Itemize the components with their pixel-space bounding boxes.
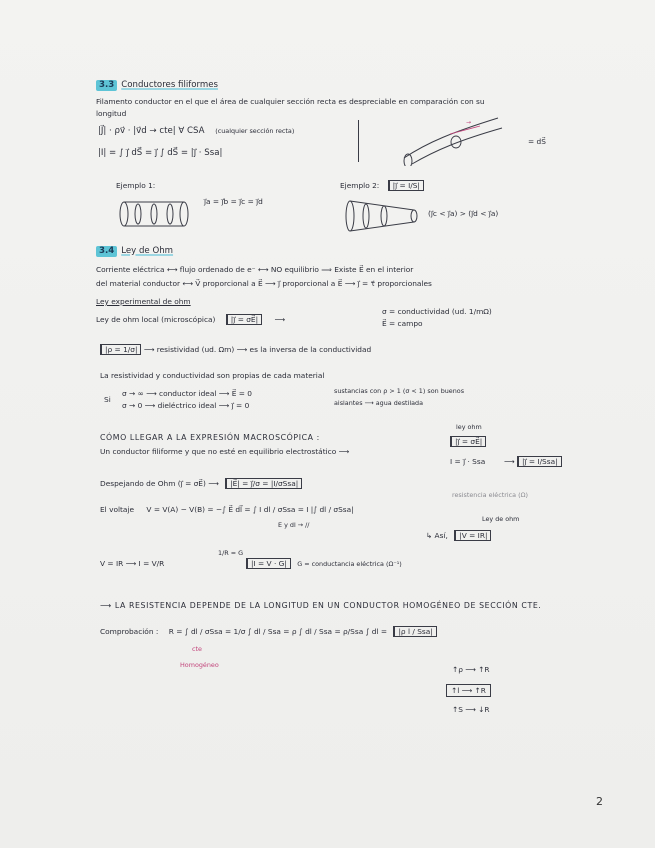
- section-number: 3.3: [96, 80, 117, 91]
- equation-current-density: |J⃗| · ρv⃗ · |v⃗d → cte| ∀ CSA (cualquier sección recta): [98, 126, 295, 136]
- filiform-line: Un conductor filiforme y que no esté en equilibrio electrostático ⟶: [100, 447, 350, 456]
- example-2-cone: [340, 198, 422, 234]
- ohm-line-2: del material conductor ⟷ V⃗ proporcional a E⃗ ⟶ j⃗ proporcional a E⃗ ⟶ j⃗ = τ⃗ proporcionales: [96, 279, 432, 288]
- verification-line: Comprobación : R = ∫ dl / σSsa = 1/σ ∫ dl / Ssa = ρ ∫ dl / Ssa = ρ/Ssa ∫ dl = |ρ l / Ssa|: [100, 626, 437, 637]
- field-def: E⃗ = campo: [382, 319, 423, 328]
- ideal-conductor: σ → ∞ ⟶ conductor ideal ⟶ E⃗ = 0: [122, 389, 252, 398]
- si-label: Si: [104, 395, 111, 404]
- resistivity-line: |ρ = 1/σ| ⟶ resistividad (ud. Ωm) ⟶ es la inversa de la conductividad: [100, 344, 371, 355]
- insulators-note-1: sustancias con ρ > 1 (σ < 1) son buenos: [334, 387, 465, 395]
- brace: [358, 120, 359, 162]
- example-2-label: Ejemplo 2: |j⃗ = I/S|: [340, 180, 424, 191]
- experimental-law: Ley experimental de ohm: [96, 297, 191, 306]
- conductivity-def: σ = conductividad (ud. 1/mΩ): [382, 307, 492, 316]
- equation-intensity: |I| = ∫ j⃗ dS⃗ = j⃗ ∫ dS⃗ = |j⃗ · Ssa|: [98, 148, 223, 158]
- length-dependence: ⟶ LA RESISTENCIA DEPENDE DE LA LONGITUD EN UN CONDUCTOR HOMOGÉNEO DE SECCIÓN CTE.: [100, 601, 542, 610]
- box-j-sigma-e: |j⃗ = σE⃗|: [450, 436, 486, 447]
- ohm-law-note-2: Ley de ohm: [482, 515, 520, 523]
- ohm-rearranged: V = IR ⟶ I = V/R: [100, 559, 165, 568]
- definition-line-2: longitud: [96, 109, 127, 118]
- conductance-box: |I = V · G| G = conductancia eléctrica (Ω⁻¹): [246, 558, 402, 570]
- material-property: La resistividad y conductividad son propias de cada material: [100, 371, 325, 380]
- box-j-i-s: ⟶ |j⃗ = I/Ssa|: [504, 456, 562, 467]
- parallel-note: E y dl → //: [278, 521, 310, 529]
- ohm-law-note: ley ohm: [456, 423, 482, 431]
- section-number: 3.4: [96, 246, 117, 257]
- asi-line: ↳ Así, |V = IR|: [426, 530, 491, 541]
- filament-figure: [398, 112, 508, 166]
- figure-label: = dS⃗: [528, 137, 546, 146]
- definition-line-1: Filamento conductor en el que el área de cualquier sección recta es despreciable en comparación con su: [96, 97, 485, 106]
- local-ohm-law: Ley de ohm local (microscópica) |j⃗ = σE⃗| ⟶: [96, 315, 286, 324]
- constant-note: cte: [192, 645, 202, 653]
- section-3-3-heading: [96, 80, 218, 91]
- inverse-r: 1/R = G: [218, 549, 244, 557]
- svg-text:→: →: [466, 119, 472, 126]
- insulators-note-2: aislantes ⟶ agua destilada: [334, 399, 423, 407]
- example-2-equation: (j⃗c < j⃗a) > (j⃗d < j⃗a): [428, 209, 499, 218]
- voltage-line: El voltaje V = V(A) − V(B) = −∫ E⃗ dl⃗ = ∫ I dl / σSsa = I |∫ dl / σSsa|: [100, 505, 354, 514]
- page-number: 2: [596, 795, 603, 808]
- ideal-dielectric: σ → 0 ⟶ dieléctrico ideal ⟶ j⃗ = 0: [122, 401, 250, 410]
- homogeneous-note: Homogéneo: [180, 661, 219, 669]
- i-equals-j-s: I = j⃗ · Ssa: [450, 457, 486, 466]
- example-1-equation: j⃗a = j⃗b = j⃗c = j⃗d: [204, 197, 263, 206]
- example-1-label: Ejemplo 1:: [116, 181, 156, 190]
- section-title: Ley de Ohm: [121, 246, 174, 256]
- section-title: Conductores filiformes: [121, 80, 219, 90]
- ohm-line-1: Corriente eléctrica ⟷ flujo ordenado de e⁻ ⟷ NO equilibrio ⟹ Existe E⃗ en el interior: [96, 265, 414, 274]
- macroscopic-heading: CÓMO LLEGAR A LA EXPRESIÓN MACROSCÓPICA :: [100, 433, 320, 442]
- rel-section: ↑S ⟶ ↓R: [452, 705, 490, 714]
- rel-length: ↑l ⟶ ↑R: [446, 684, 491, 697]
- section-3-4-heading: [96, 246, 173, 257]
- rel-rho: ↑ρ ⟶ ↑R: [452, 665, 490, 674]
- resistance-note: resistencia eléctrica (Ω): [452, 491, 528, 499]
- example-1-cylinder: [114, 198, 192, 230]
- clearing-ohm: Despejando de Ohm (j⃗ = σE⃗) ⟶ |E⃗| = j⃗/σ = |I/σSsa|: [100, 478, 302, 489]
